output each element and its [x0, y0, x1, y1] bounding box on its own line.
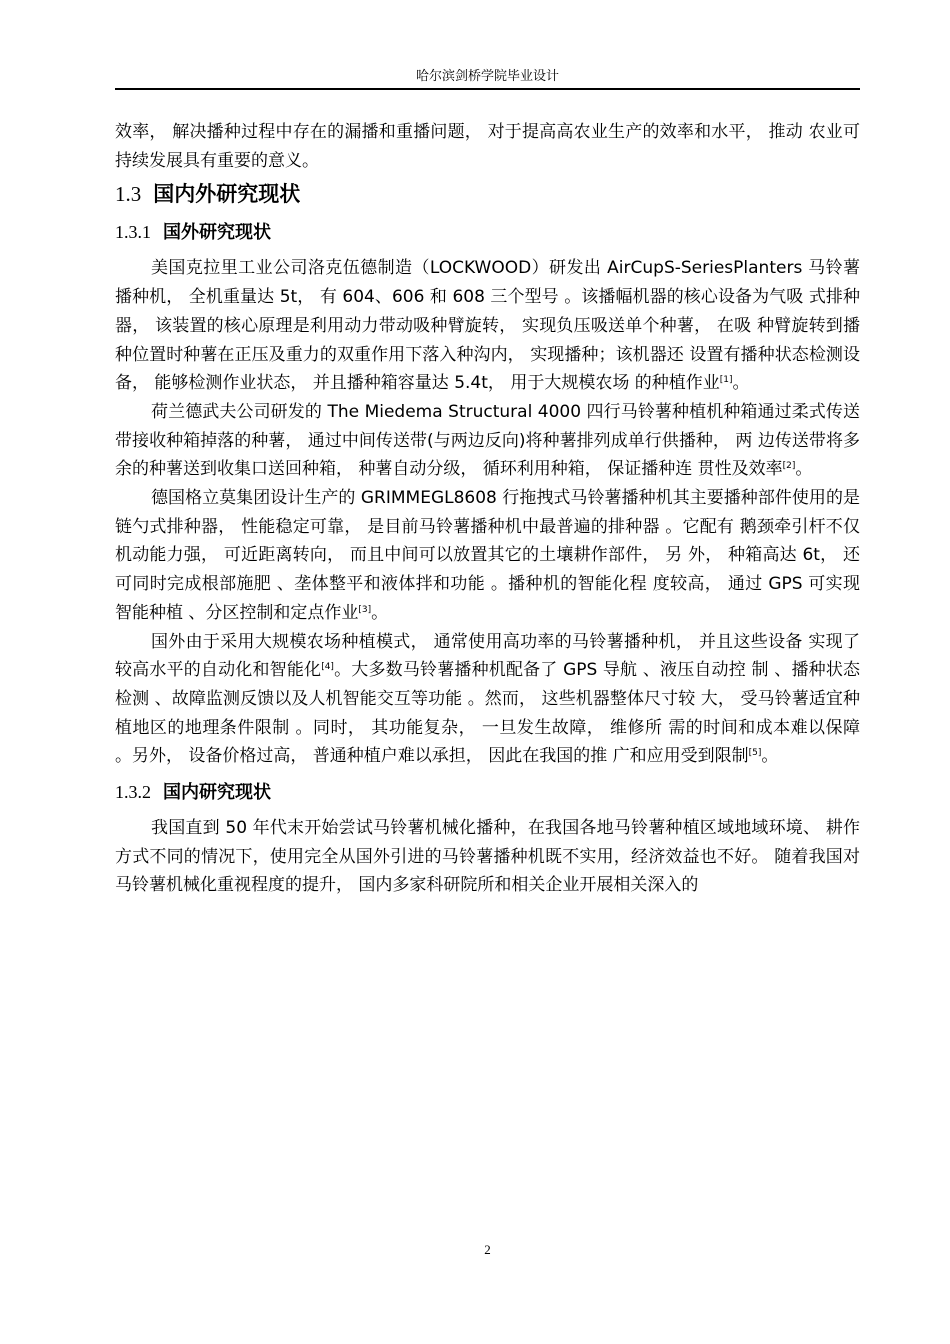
page-number: 2	[484, 1242, 491, 1257]
paragraph-miedema	[115, 398, 860, 484]
citation: [4]	[321, 662, 334, 673]
citation: [2]	[782, 461, 796, 472]
page-header: 哈尔滨剑桥学院毕业设计	[415, 69, 559, 84]
paragraph-end: 。	[761, 746, 779, 767]
header-divider	[115, 88, 860, 90]
citation: [5]	[748, 748, 762, 759]
page-body	[115, 118, 860, 900]
paragraph-grimme	[115, 484, 860, 628]
section-number: 1.3.2	[115, 782, 151, 803]
section-heading-1-3-2	[115, 777, 860, 808]
section-title: 国内研究现状	[163, 782, 271, 804]
paragraph-domestic: 我国直到 50 年代末开始尝试马铃薯机械化播种，在我国各地马铃薯种植区域地域环境、 耕作方式不同的情况下，使用完全从国外引进的马铃薯播种机既不实用，经济效益也不好。 随着我国对马铃薯机械化重视程度的提升， 国内多家科研院所和相关企业开展相关深入的	[115, 818, 860, 896]
section-title: 国外研究现状	[163, 222, 271, 244]
paragraph-end: 。	[732, 373, 750, 394]
section-heading-1-3-1	[115, 217, 860, 248]
section-number: 1.3.1	[115, 222, 151, 243]
paragraph-end: 。	[795, 459, 813, 480]
paragraph-lockwood	[115, 254, 860, 398]
paragraph-text: 德国格立莫集团设计生产的 GRIMMEGL8608 行拖拽式马铃薯播种机其主要播种部件使用的是链勺式排种器， 性能稳定可靠， 是目前马铃薯播种机中最普遍的排种器 。它配有 鹅颈牵引杆不仅机动能力强， 可近距离转向， 而且中间可以放置其它的土壤耕作部件， 另 外， 种箱高达 6t， 还可同时完成根部施肥 、垄体整平和液体拌和功能 。播种机的智能化程 度较高， 通过 GPS 可实现智能种植 、分区控制和定点作业	[115, 488, 860, 623]
paragraph-text: 美国克拉里工业公司洛克伍德制造（LOCKWOOD）研发出 AirCupS-SeriesPlanters 马铃薯播种机， 全机重量达 5t， 有 604、606 和 608 三个型号 。该播幅机器的核心设备为气吸 式排种器， 该装置的核心原理是利用动力带动吸种臂旋转， 实现负压吸送单个种薯， 在吸 种臂旋转到播种位置时种薯在正压及重力的双重作用下落入种沟内， 实现播种；该机器还 设置有播种状态检测设备， 能够检测作业状态， 并且播种箱容量达 5.4t， 用于大规模农场 的种植作业	[115, 258, 860, 394]
citation: [3]	[358, 604, 372, 615]
citation: [1]	[719, 375, 733, 386]
section-heading-1-3	[115, 177, 860, 211]
intro-paragraph: 效率， 解决播种过程中存在的漏播和重播问题， 对于提高高农业生产的效率和水平， 推动 农业可持续发展具有重要的意义。	[115, 122, 860, 171]
paragraph-foreign-summary	[115, 628, 860, 772]
section-number: 1.3	[115, 182, 142, 207]
paragraph-end: 。	[371, 602, 389, 623]
paragraph-text: 国外由于采用大规模农场种植模式， 通常使用高功率的马铃薯播种机， 并且这些设备 实现了较高水平的自动化和智能化	[115, 631, 860, 681]
section-title: 国内外研究现状	[153, 182, 301, 207]
paragraph-text: 。大多数马铃薯播种机配备了 GPS 导航 、液压自动控 制 、播种状态检测 、故障监测反馈以及人机智能交互等功能 。然而， 这些机器整体尺寸较 大， 受马铃薯适宜种植地区的地理条件限制 。同时， 其功能复杂， 一旦发生故障， 维修所 需的时间和成本难以保障 。另外， 设备价格过高， 普通种植户难以承担， 因此在我国的推 广和应用受到限制	[115, 660, 861, 767]
paragraph-text: 荷兰德武夫公司研发的 The Miedema Structural 4000 四行马铃薯种植机种箱通过柔式传送带接收种箱掉落的种薯， 通过中间传送带(与两边反向)将种薯排列成单行供播种， 两 边传送带将多余的种薯送到收集口送回种箱， 种薯自动分级， 循环利用种箱， 保证播种连 贯性及效率	[115, 401, 860, 480]
